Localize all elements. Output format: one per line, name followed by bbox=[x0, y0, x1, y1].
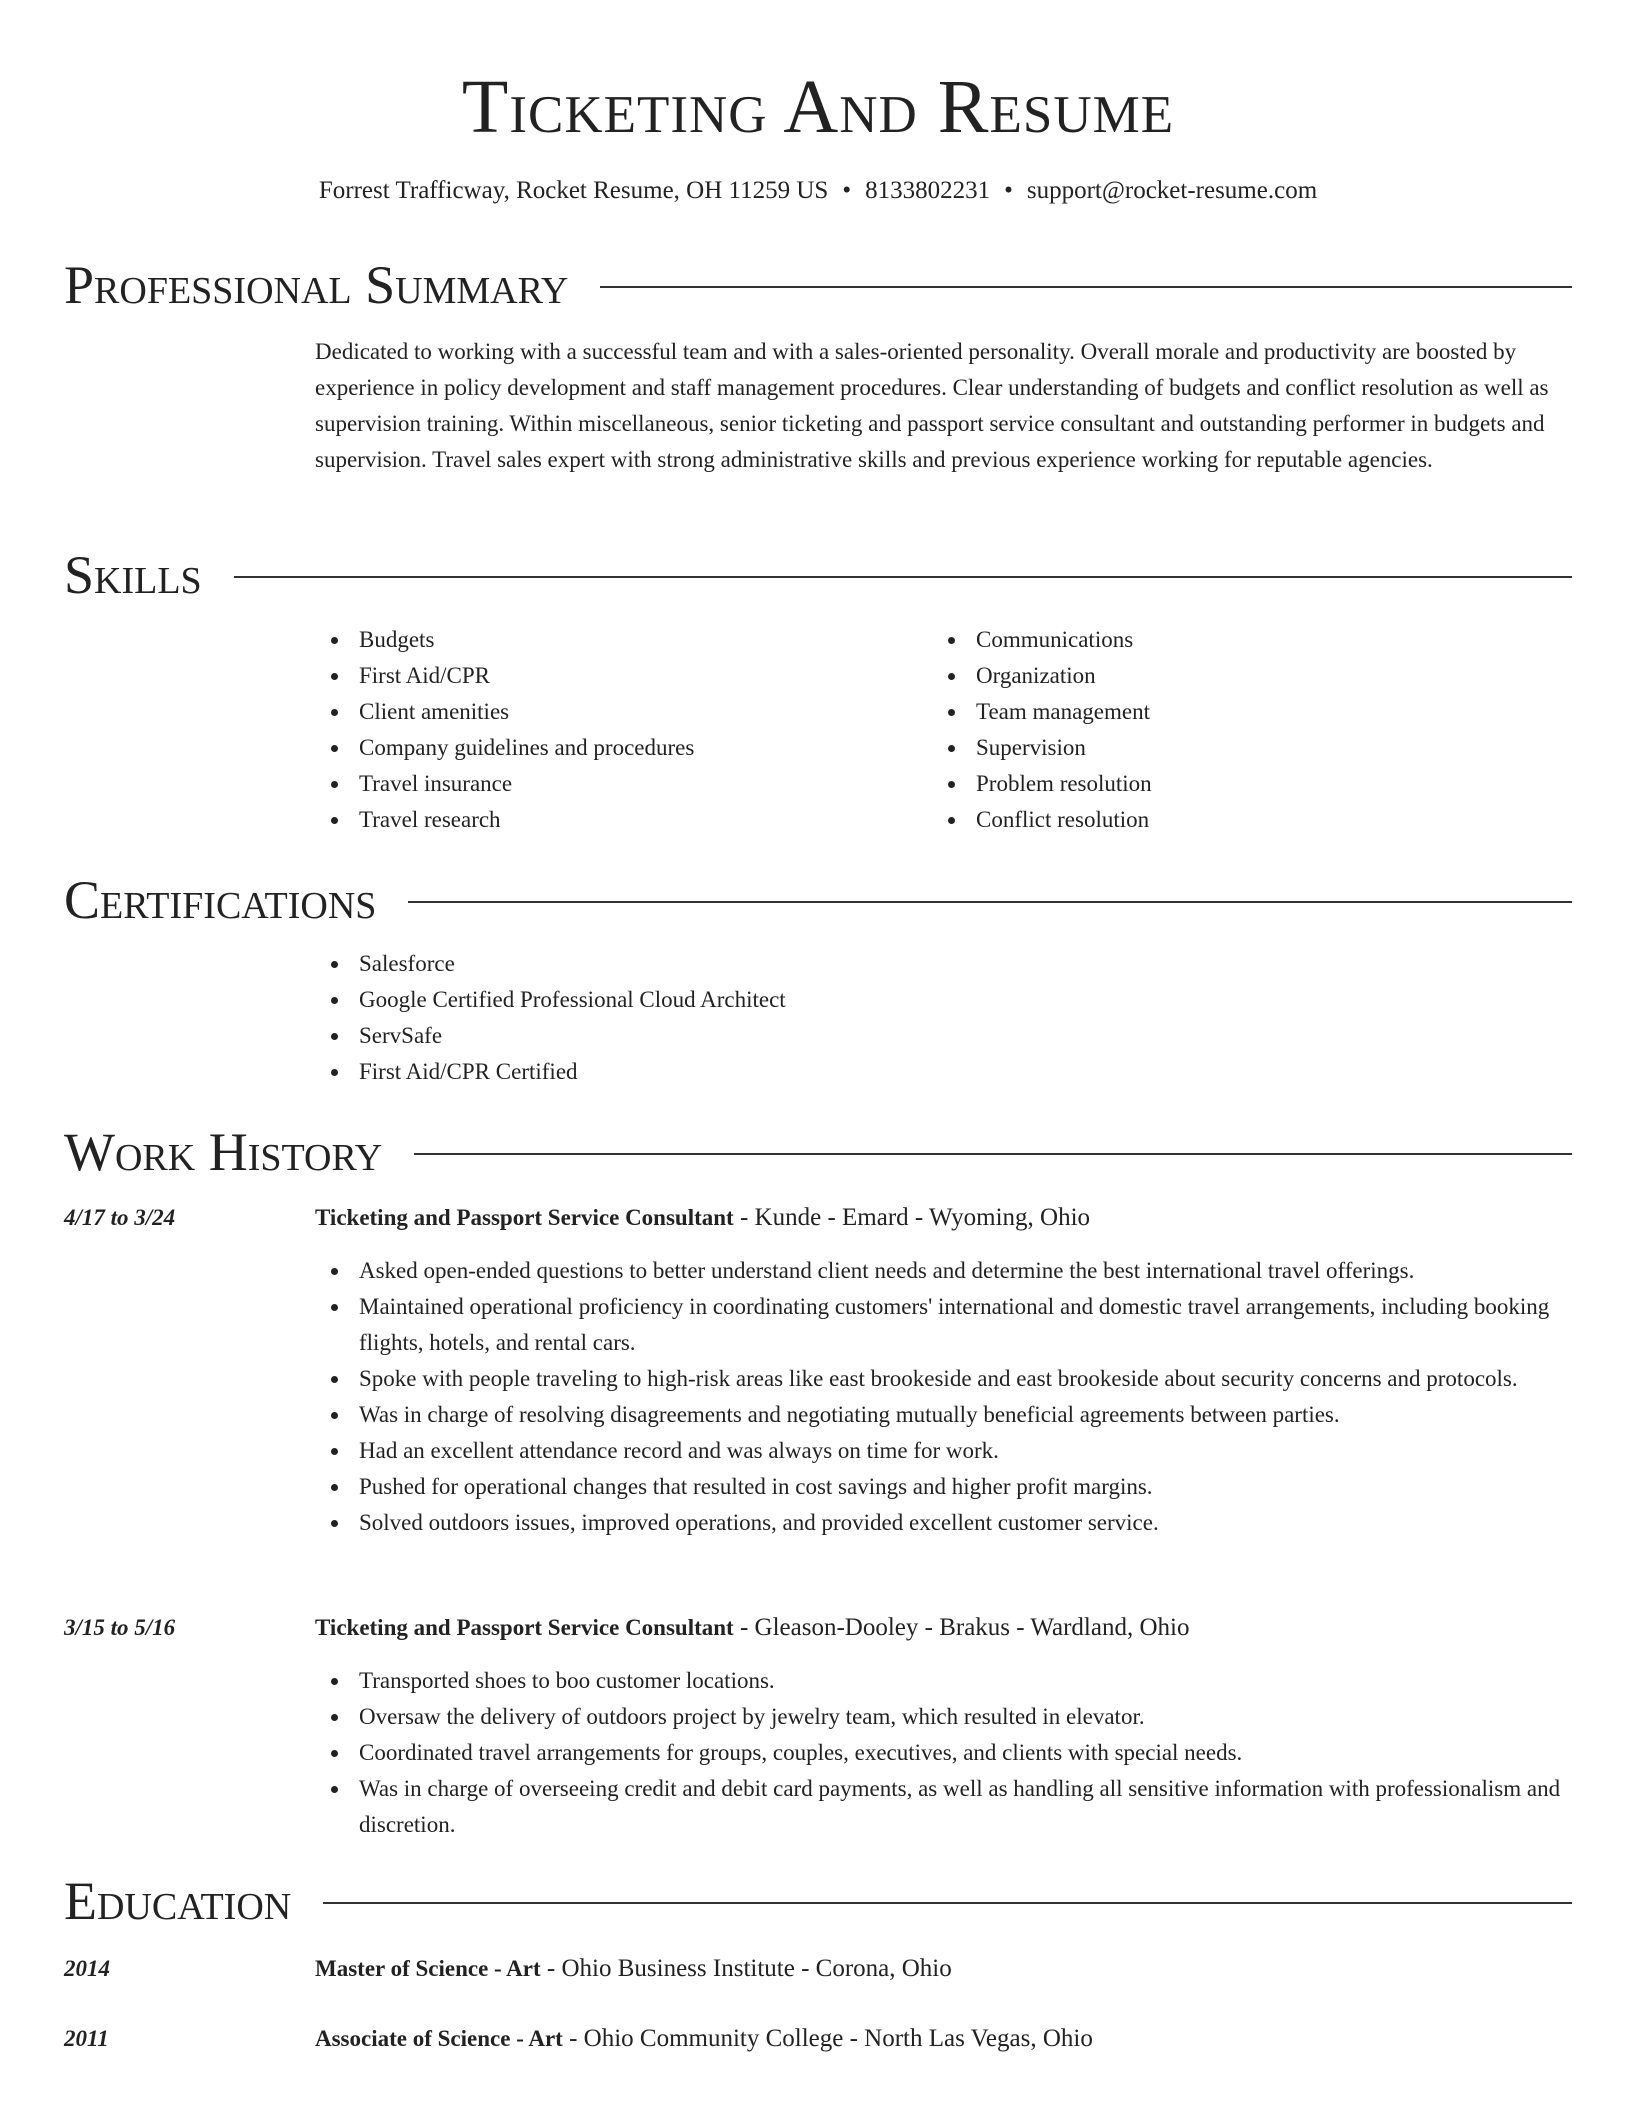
skill-item: Communications bbox=[932, 622, 1549, 658]
education-degree: Master of Science - Art bbox=[315, 1956, 541, 1981]
job-bullet-list bbox=[315, 1663, 1572, 1843]
job-duties bbox=[315, 1663, 1572, 1843]
job-title-line bbox=[315, 1200, 1572, 1236]
job-dates: 4/17 to 3/24 bbox=[64, 1205, 176, 1230]
skill-item: Client amenities bbox=[315, 694, 932, 730]
job-bullet: Coordinated travel arrangements for groups, couples, executives, and clients with special needs. bbox=[315, 1735, 1572, 1771]
certifications-list bbox=[315, 946, 1572, 1090]
job-bullet: Oversaw the delivery of outdoors project by jewelry team, which resulted in elevator. bbox=[315, 1699, 1572, 1735]
education-year: 2011 bbox=[64, 2026, 109, 2051]
section-header bbox=[64, 1868, 1572, 1934]
summary-section bbox=[64, 252, 1572, 318]
certification-item: Google Certified Professional Cloud Architect bbox=[315, 982, 1572, 1018]
section-title: Education bbox=[64, 1871, 292, 1931]
section-header bbox=[64, 252, 1572, 318]
certification-item: Salesforce bbox=[315, 946, 1572, 982]
skill-item: Problem resolution bbox=[932, 766, 1549, 802]
section-title: Work History bbox=[64, 1122, 383, 1182]
section-title: Professional Summary bbox=[64, 255, 569, 315]
job-employer: - Kunde - Emard - Wyoming, Ohio bbox=[733, 1204, 1091, 1231]
skill-item: Organization bbox=[932, 658, 1549, 694]
section-title: Certifications bbox=[64, 870, 377, 930]
skills-list bbox=[315, 622, 1572, 838]
job-bullet: Was in charge of overseeing credit and debit card payments, as well as handling all sensitive information with professionalism and discretion. bbox=[315, 1771, 1572, 1843]
certification-item: ServSafe bbox=[315, 1018, 1572, 1054]
job-bullet: Transported shoes to boo customer locations. bbox=[315, 1663, 1572, 1699]
skill-item: Travel insurance bbox=[315, 766, 932, 802]
section-header bbox=[64, 542, 1572, 608]
job-bullet: Maintained operational proficiency in coordinating customers' international and domestic travel arrangements, including booking flights, hotels, and rental cars. bbox=[315, 1289, 1572, 1361]
job-title: Ticketing and Passport Service Consultant bbox=[315, 1615, 734, 1640]
summary-text: Dedicated to working with a successful team and with a sales-oriented personality. Overall morale and productivity are boosted by experience in policy development and staff management procedures. Clear understanding of budgets and conflict resolution as well as supervision training. Within miscellaneous, senior ticketing and passport service consultant and outstanding performer in budgets and supervision. Travel sales expert with strong administrative skills and previous experience working for reputable agencies. bbox=[315, 339, 1549, 472]
job-duties bbox=[315, 1253, 1572, 1541]
section-header bbox=[64, 867, 1572, 933]
section-divider bbox=[414, 1153, 1572, 1155]
education-entry bbox=[315, 2021, 1572, 2057]
skill-item: Travel research bbox=[315, 802, 932, 838]
skill-item: First Aid/CPR bbox=[315, 658, 932, 694]
skill-item: Budgets bbox=[315, 622, 932, 658]
education-school: - Ohio Community College - North Las Vegas, Ohio bbox=[562, 2025, 1093, 2052]
contact-separator: • bbox=[842, 177, 852, 204]
job-bullet: Pushed for operational changes that resulted in cost savings and higher profit margins. bbox=[315, 1469, 1572, 1505]
skills-column-left bbox=[315, 622, 932, 838]
contact-email: support@rocket-resume.com bbox=[1026, 177, 1318, 204]
job-employer: - Gleason-Dooley - Brakus - Wardland, Ohio bbox=[733, 1614, 1190, 1641]
certifications-section bbox=[64, 867, 1572, 933]
job-bullet: Solved outdoors issues, improved operations, and provided excellent customer service. bbox=[315, 1505, 1572, 1541]
section-header bbox=[64, 1119, 1572, 1185]
certifications-items bbox=[315, 946, 1572, 1090]
contact-phone: 8133802231 bbox=[865, 177, 991, 204]
job-bullet-list bbox=[315, 1253, 1572, 1541]
skills-column-right bbox=[932, 622, 1549, 838]
section-divider bbox=[234, 576, 1572, 578]
education-school: - Ohio Business Institute - Corona, Ohio bbox=[540, 1955, 952, 1982]
contact-line bbox=[64, 173, 1572, 209]
education-entry bbox=[315, 1951, 1572, 1987]
education-degree: Associate of Science - Art bbox=[315, 2026, 563, 2051]
certification-item: First Aid/CPR Certified bbox=[315, 1054, 1572, 1090]
job-bullet: Asked open-ended questions to better understand client needs and determine the best international travel offerings. bbox=[315, 1253, 1572, 1289]
skills-section bbox=[64, 542, 1572, 608]
skill-item: Company guidelines and procedures bbox=[315, 730, 932, 766]
contact-separator: • bbox=[1004, 177, 1013, 204]
skill-item: Team management bbox=[932, 694, 1549, 730]
job-bullet: Was in charge of resolving disagreements and negotiating mutually beneficial agreements between parties. bbox=[315, 1397, 1572, 1433]
section-title: Skills bbox=[64, 545, 202, 605]
education-section bbox=[64, 1868, 1572, 1934]
skill-item: Conflict resolution bbox=[932, 802, 1549, 838]
section-divider bbox=[408, 901, 1572, 903]
job-dates: 3/15 to 5/16 bbox=[64, 1615, 176, 1640]
skill-item: Supervision bbox=[932, 730, 1549, 766]
work-history-section bbox=[64, 1119, 1572, 1185]
job-title: Ticketing and Passport Service Consultant bbox=[315, 1205, 734, 1230]
job-bullet: Had an excellent attendance record and was always on time for work. bbox=[315, 1433, 1572, 1469]
section-divider bbox=[323, 1902, 1572, 1904]
education-year: 2014 bbox=[64, 1956, 110, 1981]
contact-address: Forrest Trafficway, Rocket Resume, OH 11259 US bbox=[318, 177, 829, 204]
job-title-line bbox=[315, 1610, 1572, 1646]
candidate-name: Ticketing And Resume bbox=[461, 65, 1175, 149]
job-bullet: Spoke with people traveling to high-risk areas like east brookeside and east brookeside about security concerns and protocols. bbox=[315, 1361, 1572, 1397]
section-divider bbox=[600, 286, 1572, 288]
